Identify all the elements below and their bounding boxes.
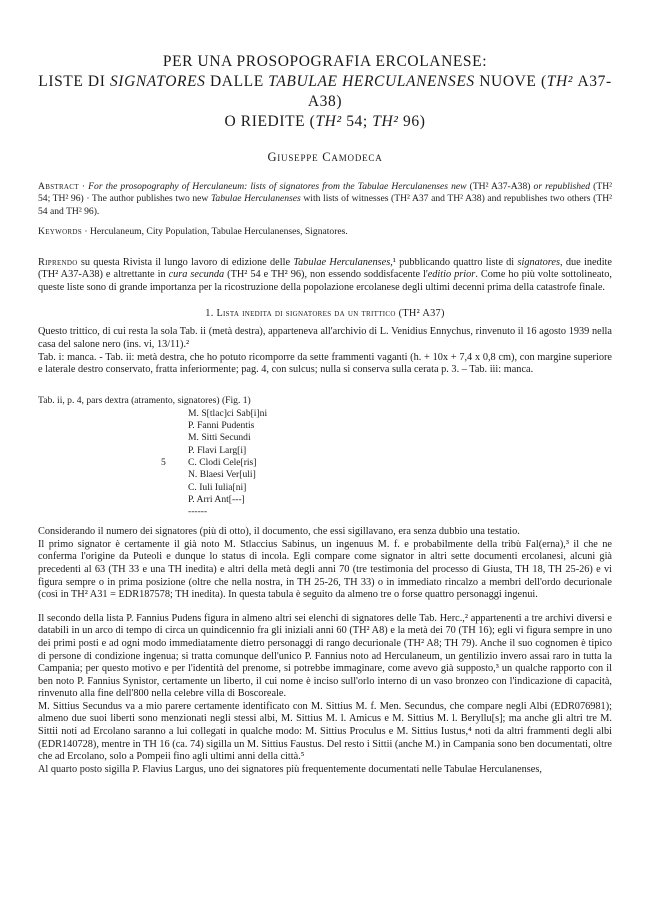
paragraph: Al quarto posto sigilla P. Flavius Largus, uno dei signatores più frequentemente documentati nelle Tabulae Herculanenses, [38,763,542,775]
paragraph: Il primo signator è certamente il già noto M. Stlaccius Sabinus, un ingenuus M. f. e probabilmente della tribù Fal(erna),³ il che ne conferma l'origine da Puteoli e dunque lo status di incola. Egli compare come signator in altri sette documenti ercolanesi, alcuni già precedenti al 63 (TH 33 e una TH inedita) e altri della metà degli anni 70 (tre testimonia del processo di Giusta, TH 18, TH 25-26) e vi figura sempre o in prima posizione (oltre che nella nostra, in TH 25-26, TH 33) o in immediato rincalzo a membri dell'ordo decurionale (così in TH² A31 = EDR187578; TH inedita). In questa tabula è seguito da almeno tre o forse quattro personaggi ingenui. [38,538,612,601]
author-name: Giuseppe Camodeca [267,150,383,164]
keywords-label: Keywords [38,226,82,238]
signatores-list [38,408,612,506]
list-item: M. Sitti Secundi [188,432,251,444]
abstract: Abstract · For the prosopography of Herculaneum: lists of signatores from the Tabulae Herculanenses new (TH² A37-A38) or republished (TH² 54; TH² 96) · The author publishes two new Tabulae Herculanenses with lists of witnesses (TH² A37 and TH² A38) and republishes two others (TH² 54 and TH² 96). [38,181,613,217]
intro-paragraph: Riprendo su questa Rivista il lungo lavoro di edizione delle Tabulae Herculanenses,¹ pubblicando quattro liste di signatores, due inedite (TH² A37-A38) e altrettante in cura secunda (TH² 54 e TH² 96), non essendo soddisfacente l'editio prior. Come ho più volte sottolineato, queste liste sono di grande importanza per la ricostruzione della popolazione ercolanese degli ultimi decenni prima della catastrofe finale. [38,256,612,293]
title-line-4: O RIEDITE (TH² 54; TH² 96) [224,113,426,130]
list-end-marker: ------ [188,506,208,518]
abstract-label: Abstract [38,181,79,192]
section-heading: 1. Lista inedita di signatores da un trittico (TH² A37) [205,308,445,320]
list-item: 5 C. Clodi Cele[ris] [161,456,257,468]
list-item: M. S[tlac]ci Sab[i]ni [188,407,268,419]
title-line-2: LISTE DI SIGNATORES DALLE TABULAE HERCULANENSES NUOVE (TH² A37- [38,73,612,90]
page [38,0,612,776]
paragraph: Tab. i: manca. - Tab. ii: metà destra, che ho potuto ricomporre da sette frammenti vaganti (h. + 10x + 7,4 x 0,8 cm), con margine superiore e laterale destro conservato, fratta inferiormente; pag. 4, con sulcus; nulla si conserva sulla cerata p. 3. – Tab. iii: manca. [38,351,612,376]
keywords: Keywords · Herculaneum, City Population, Tabulae Herculanenses, Signatores. [38,226,348,238]
title-line-1: PER UNA PROSOPOGRAFIA ERCOLANESE: [162,53,488,70]
list-item: P. Fanni Pudentis [188,420,255,432]
tablet-heading: Tab. ii, p. 4, pars dextra (atramento, signatores) (Fig. 1) [38,394,251,406]
list-item: C. Iuli Iulia[ni] [188,481,247,493]
paragraph: Il secondo della lista P. Fannius Pudens figura in almeno altri sei elenchi di signatores delle Tab. Herc.,² appartenenti a tre archivi diversi e databili in un arco di tempo di circa un quindicennio fra gli iniziali anni 60 (TH² A8) e la metà dei 70 (TH 16); egli vi figura sempre in uno dei primi posti e ad ogni modo immediatamente dietro personaggi di rango decurionale (TH² A8; TH 79). Anche il suo cognomen è tipico di persone di condizione ingenua; si tratta comunque dell'unico P. Fannius noto ad Herculaneum, un gentilizio invero assai raro in tutta la Campania; per questo motivo e per l'identità del prenome, si potrebbe immaginare, come avevo già supposto,³ un qualche rapporto con il ben noto P. Fannius Synistor, certamente un liberto, il cui nome è inciso sull'orlo interno di un vaso bronzeo con l'indicazione di capacità, rinvenuto alla fine dell'800 nella celebre villa di Boscoreale. [38,612,612,700]
paragraph: Questo trittico, di cui resta la sola Tab. ii (metà destra), apparteneva all'archivio di L. Venidius Ennychus, rinvenuto il 16 agosto 1939 nella casa del salone nero (ins. vi, 13/11).² [38,326,612,350]
list-item: P. Arri Ant[---] [188,493,245,505]
article-title [38,52,612,132]
paragraph: M. Sittius Secundus va a mio parere certamente identificato con M. Sittius M. f. Men. Secundus, che compare negli Albi (EDR076981); almeno due suoi liberti sono menzionati negli stessi albi, M. Sittius M. l. Amicus e M. Sittius M. l. Beryllu[s]; ma anche gli altri tre M. Sittii noti ad Ercolano saranno a lui collegati in qualche modo: M. Sittius Proculus e M. Sittius Iustus,⁴ noti da altri frammenti degli albi (EDR140728), mentre in TH 16 (ca. 74) sigilla un M. Sittius Faustus. Del resto i Sittii (anche M.) in Campania sono ben documentati, oltre che ad Ercolano, solo a Pompeii fino agli ultimi anni della città.⁵ [38,700,612,763]
list-item: N. Blaesi Ver[uli] [188,469,256,481]
paragraph: Considerando il numero dei signatores (più di otto), il documento, che essi sigillavano, era senza dubbio una testatio. [38,526,520,538]
title-line-3: A38) [307,93,343,110]
list-item: P. Flavi Larg[i] [188,444,247,456]
